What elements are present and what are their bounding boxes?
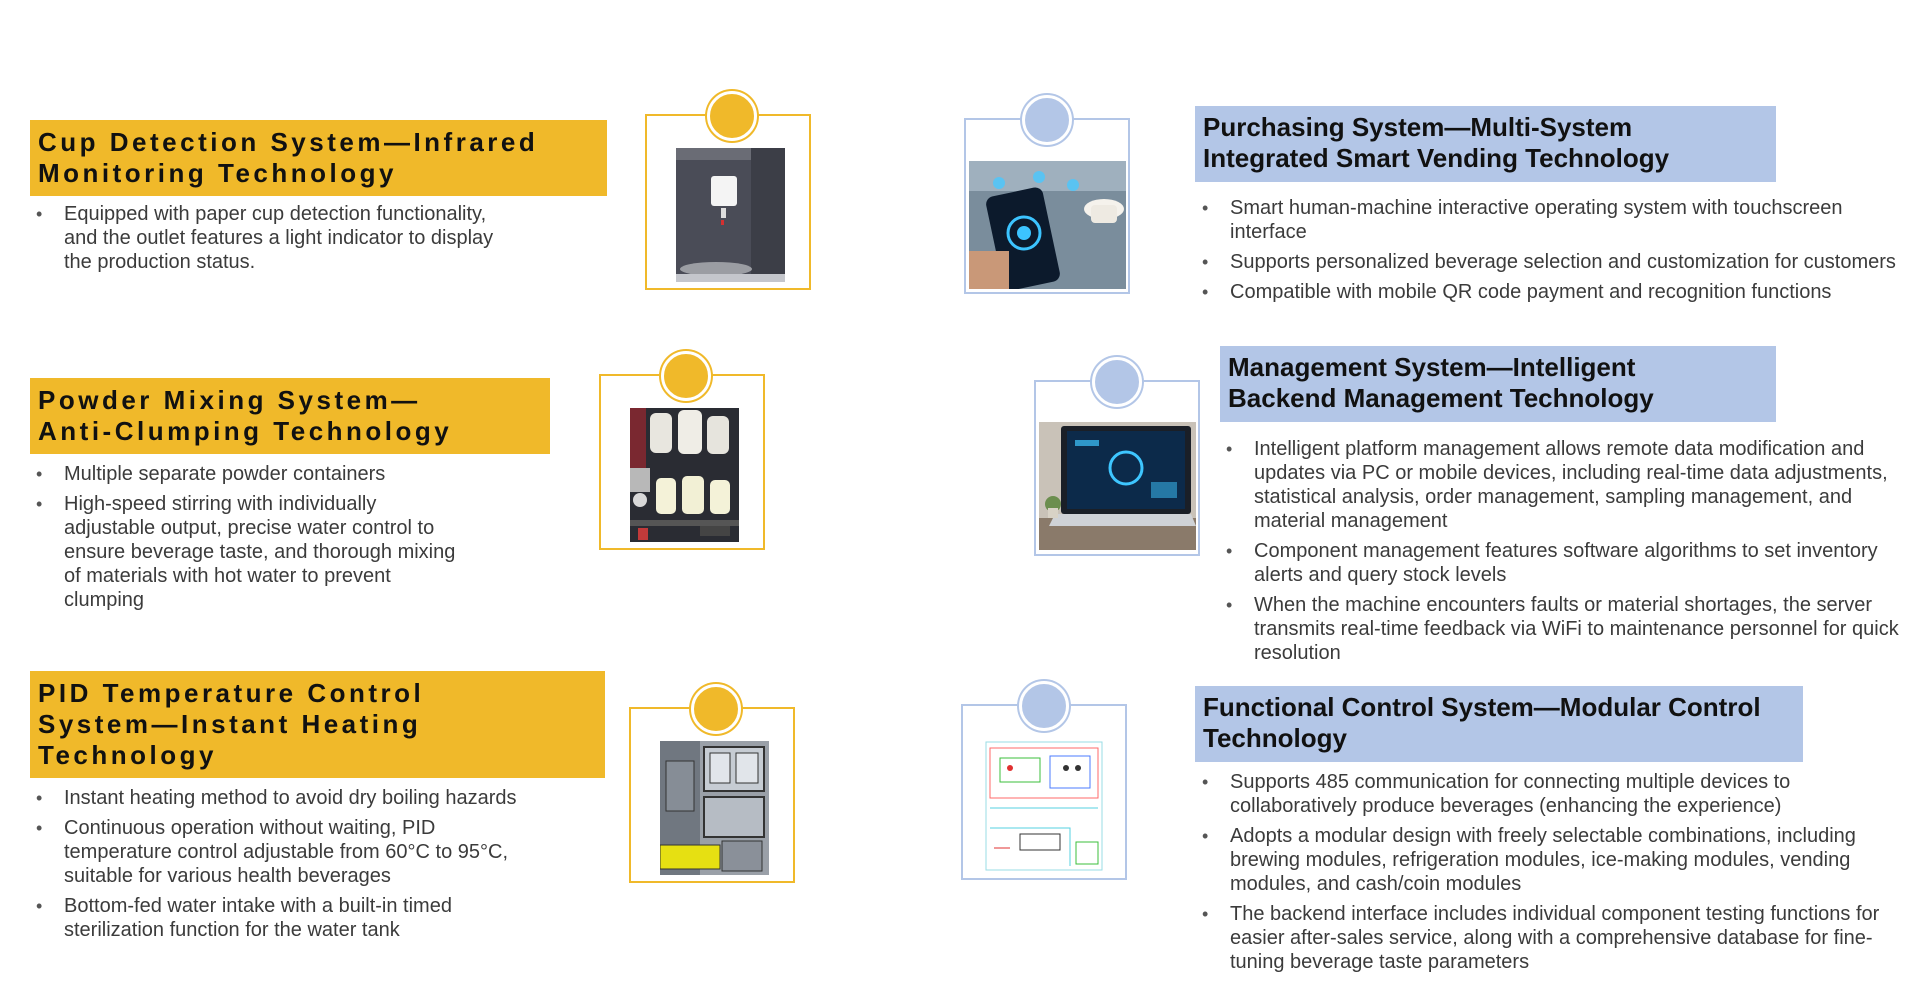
purchasing-title: Purchasing System—Multi-System Integrated Smart Vending Technology: [1195, 106, 1776, 182]
pid-temperature-title: PID Temperature Control System—Instant Heating Technology: [30, 671, 605, 778]
laptop-dashboard-photo: [1039, 422, 1196, 550]
list-item: • Supports 485 communication for connecting multiple devices to collaboratively produce beverages (enhancing the experience): [1196, 770, 1908, 818]
list-item: • Multiple separate powder containers: [30, 462, 460, 486]
list-item: • High-speed stirring with individually adjustable output, precise water control to ensure beverage taste, and thorough mixing of materials with hot water to prevent clumping: [30, 492, 460, 612]
powder-mixing-bullets: [30, 462, 460, 618]
powder-mixing-circle-icon: [661, 351, 711, 401]
list-item: • Compatible with mobile QR code payment and recognition functions: [1196, 280, 1908, 304]
heating-module-render: [660, 741, 769, 875]
powder-mixing-title: Powder Mixing System— Anti-Clumping Technology: [30, 378, 550, 454]
list-item: • When the machine encounters faults or material shortages, the server transmits real-time feedback via WiFi to maintenance personnel for quick resolution: [1220, 593, 1908, 665]
list-item: • Equipped with paper cup detection functionality, and the outlet features a light indicator to display the production status.: [30, 202, 500, 274]
list-item: • Adopts a modular design with freely selectable combinations, including brewing modules, refrigeration modules, ice-making modules, vending modules, and cash/coin modules: [1196, 824, 1908, 896]
functional-circle-icon: [1019, 681, 1069, 731]
list-item: • The backend interface includes individual component testing functions for easier after-sales service, along with a comprehensive database for fine-tuning beverage taste parameters: [1196, 902, 1908, 974]
pid-temperature-circle-icon: [691, 684, 741, 734]
list-item: • Component management features software algorithms to set inventory alerts and query stock levels: [1220, 539, 1908, 587]
management-circle-icon: [1092, 357, 1142, 407]
functional-bullets: [1196, 770, 1908, 980]
management-bullets: [1220, 437, 1908, 671]
functional-title: Functional Control System—Modular Control Technology: [1195, 686, 1803, 762]
list-item: • Bottom-fed water intake with a built-in timed sterilization function for the water tank: [30, 894, 520, 942]
management-title: Management System—Intelligent Backend Management Technology: [1220, 346, 1776, 422]
list-item: • Instant heating method to avoid dry boiling hazards: [30, 786, 520, 810]
purchasing-circle-icon: [1022, 95, 1072, 145]
cup-detection-circle-icon: [707, 91, 757, 141]
purchasing-bullets: [1196, 196, 1908, 310]
list-item: • Smart human-machine interactive operating system with touchscreen interface: [1196, 196, 1908, 244]
cup-sensor-photo: [676, 148, 785, 282]
cup-detection-bullets: [30, 202, 500, 280]
list-item: • Intelligent platform management allows remote data modification and updates via PC or mobile devices, including real-time data adjustments, statistical analysis, order management, sampling management, and material management: [1220, 437, 1908, 533]
list-item: • Continuous operation without waiting, PID temperature control adjustable from 60°C to 95°C, suitable for various health beverages: [30, 816, 520, 888]
pid-temperature-bullets: [30, 786, 520, 948]
smartphone-app-photo: [969, 161, 1126, 289]
powder-container-photo: [630, 408, 739, 542]
list-item: • Supports personalized beverage selection and customization for customers: [1196, 250, 1908, 274]
circuit-diagram-image: [980, 738, 1108, 874]
cup-detection-title: Cup Detection System—Infrared Monitoring Technology: [30, 120, 607, 196]
